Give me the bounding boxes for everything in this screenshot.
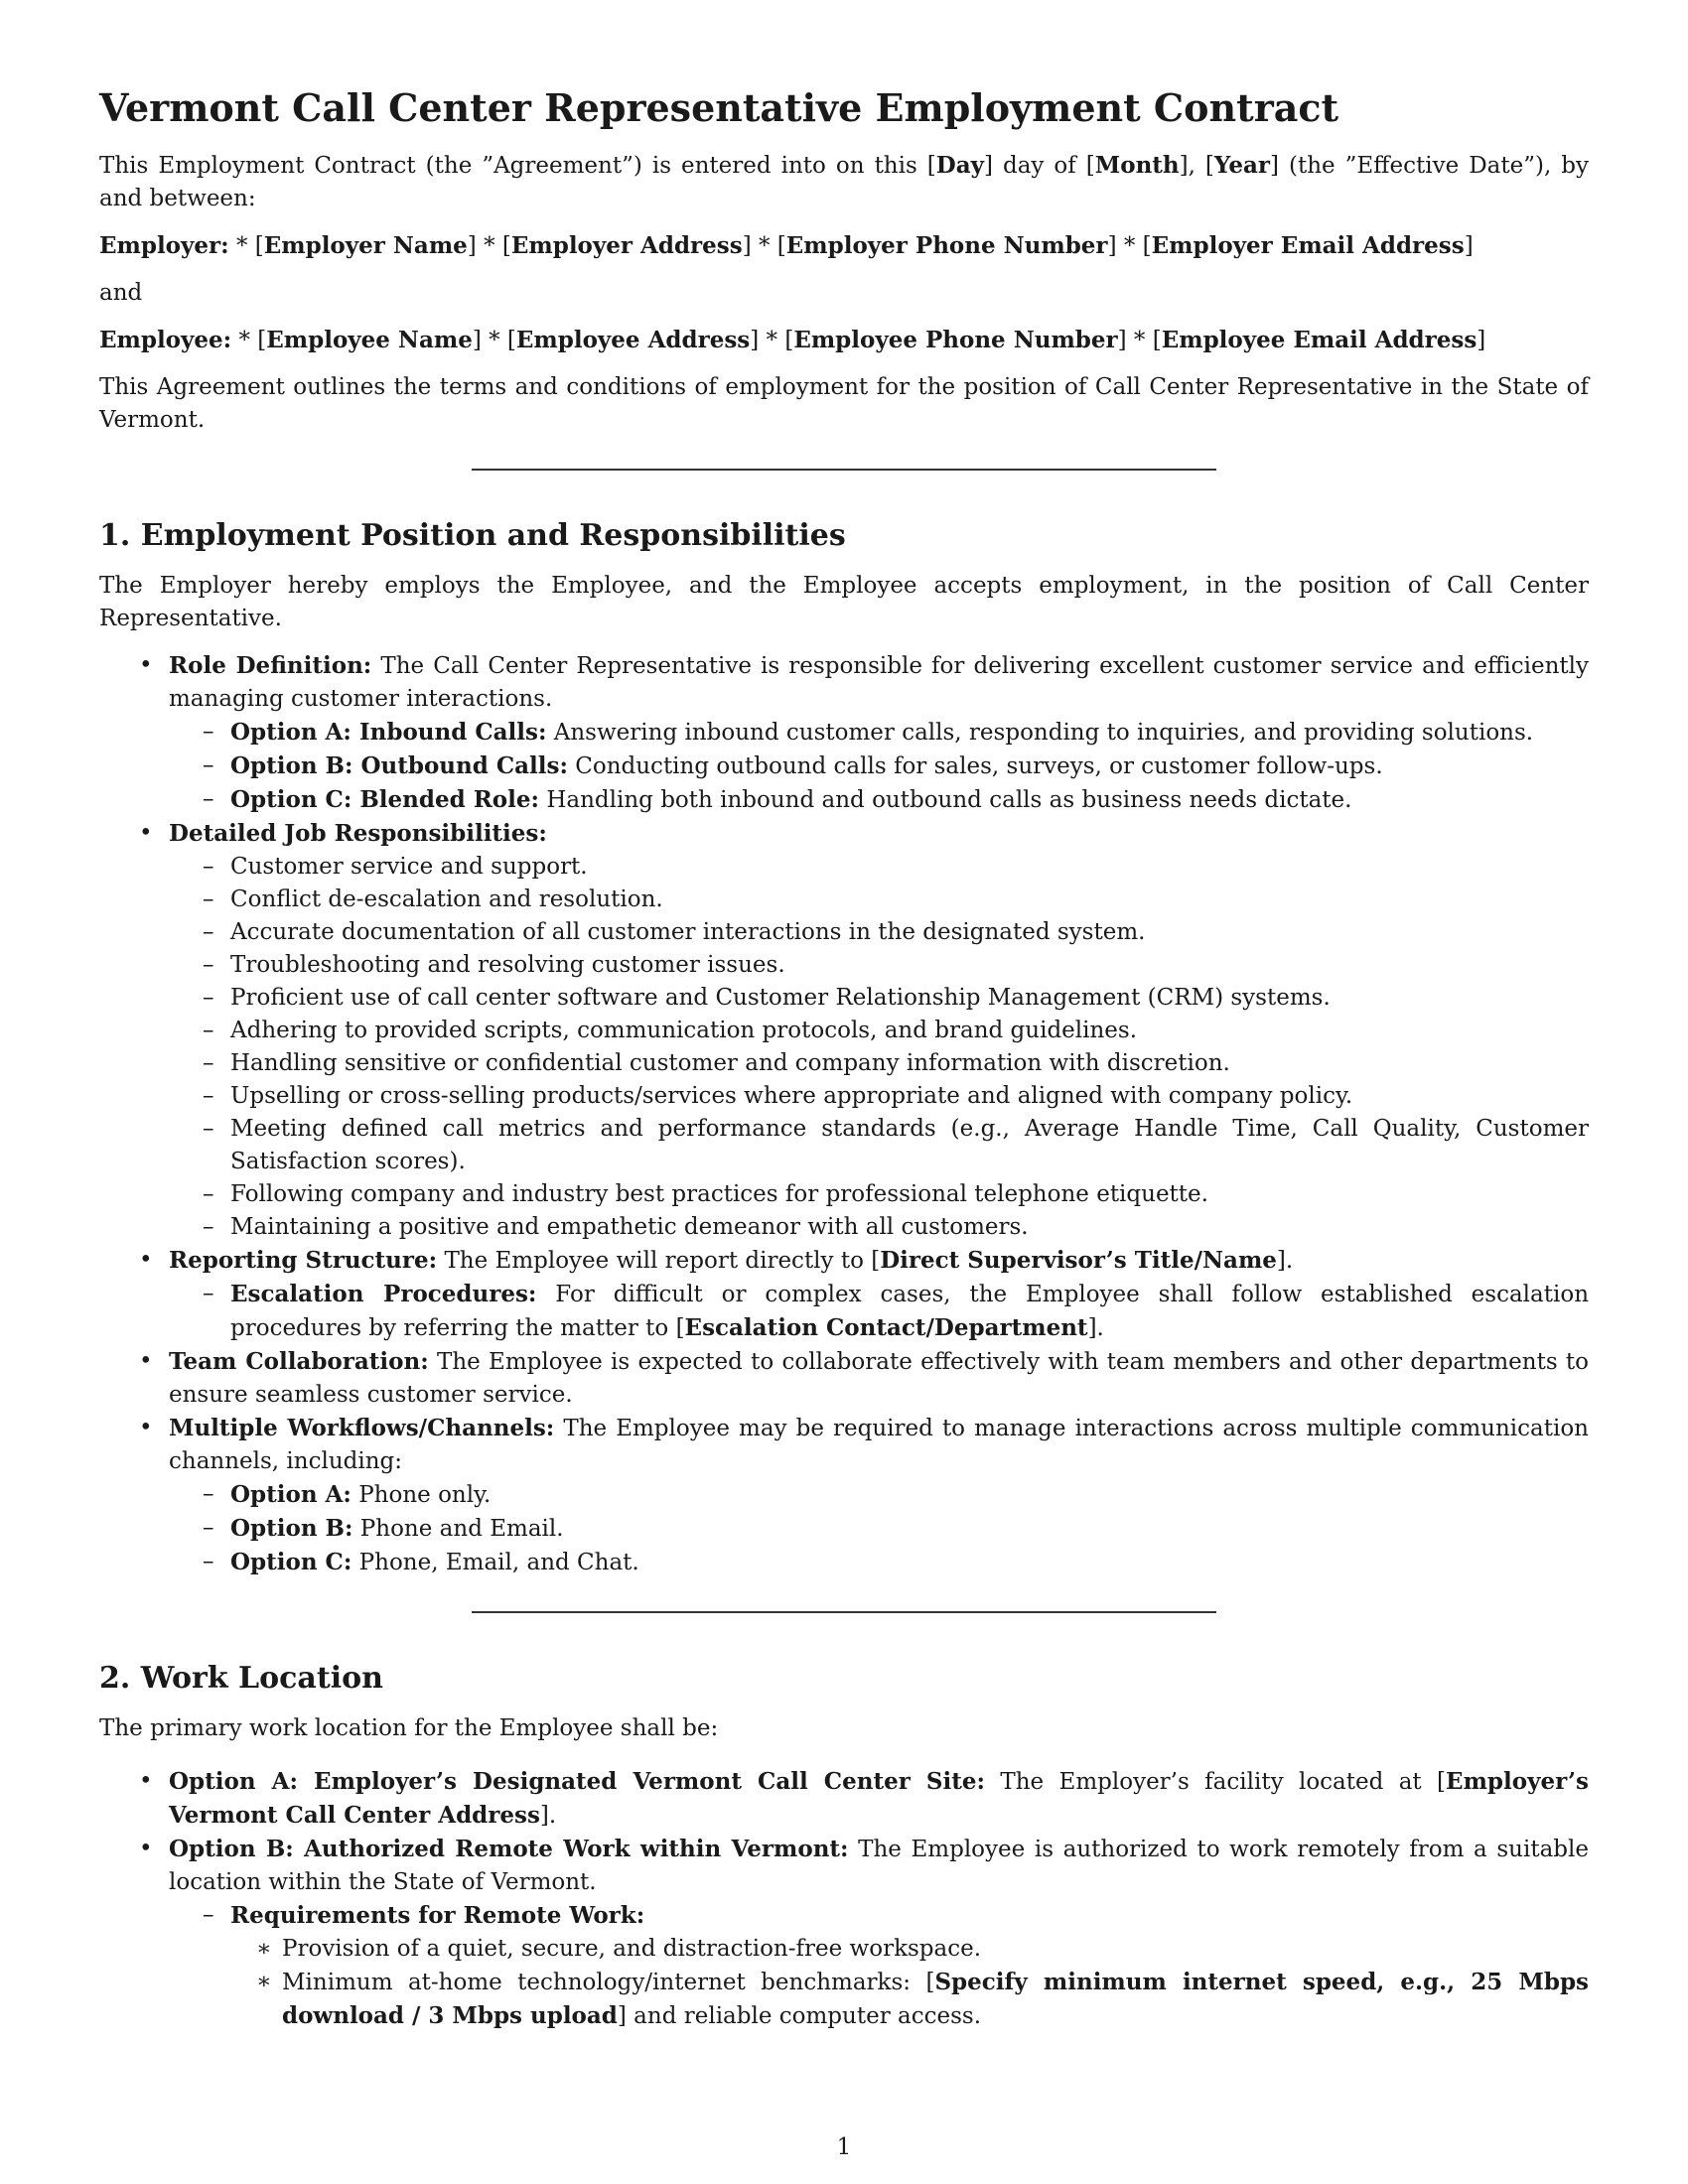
section-1-intro: The Employer hereby employs the Employee, and the Employee accepts employment, in the position of Call Center Representative. xyxy=(99,572,1589,631)
section-1-heading: 1. Employment Position and Responsibilities xyxy=(99,517,846,553)
section-divider xyxy=(472,1611,1216,1613)
list-item: – Upselling or cross-selling products/services where appropriate and aligned with company policy. xyxy=(230,1080,1589,1113)
list-item: – Option C: Phone, Email, and Chat. xyxy=(230,1546,1589,1579)
page-number: 1 xyxy=(836,2134,852,2160)
intro-paragraph: This Employment Contract (the ”Agreement”) is entered into on this [Day] day of [Month], [Year] (the ”Effective Date”), by and between: xyxy=(99,151,1589,211)
list-item: – Option A: Phone only. xyxy=(230,1478,1589,1512)
list-item-team-collaboration: • Team Collaboration: The Employee is expected to collaborate effectively with team members and other departments to ensure seamless customer service. xyxy=(169,1345,1589,1412)
and-text: and xyxy=(99,279,143,306)
list-item: – Proficient use of call center software and Customer Relationship Management (CRM) systems. xyxy=(230,982,1589,1015)
document-title: Vermont Call Center Representative Employment Contract xyxy=(99,85,1339,130)
list-item-option-a-site: • Option A: Employer’s Designated Vermont Call Center Site: The Employer’s facility located at [Employer’s Vermont Call Center Address]. xyxy=(169,1765,1589,1833)
list-item: – Adhering to provided scripts, communication protocols, and brand guidelines. xyxy=(230,1015,1589,1047)
list-item: – Option C: Blended Role: Handling both inbound and outbound calls as business needs dictate. xyxy=(230,783,1589,817)
list-item-escalation: – Escalation Procedures: For difficult or complex cases, the Employee shall follow established escalation procedures by referring the matter to [Escalation Contact/Department]. xyxy=(230,1278,1589,1345)
list-item: – Troubleshooting and resolving customer issues. xyxy=(230,949,1589,982)
list-item-job-responsibilities: • Detailed Job Responsibilities: – Customer service and support. – Conflict de-escalation and resolution. – Accurate documentation of all customer interactions in the designated system. – Troubleshooting and resolving customer issues. – Proficient use of call center software and Customer Relationship Management (CRM) systems. – Adhering to provided scripts, communication protocols, and brand guidelines. – Handling sensitive or confidential customer and company information with discretion. – Upselling or cross-selling products/services where appropriate and aligned with company policy. – Meeting defined call metrics and performance standards (e.g., Average Handle Time, Call Quality, Customer Satisfaction scores). – Following company and industry best practices for professional telephone etiquette. – Maintaining a positive and empathetic demeanor with all customers. xyxy=(169,817,1589,1244)
section-2-intro: The primary work location for the Employee shall be: xyxy=(99,1714,719,1741)
list-item-channels: • Multiple Workflows/Channels: The Employee may be required to manage interactions across multiple communication channels, including: – Option A: Phone only. – Option B: Phone and Email. – Option C: Phone, Email, and Chat. xyxy=(169,1412,1589,1579)
section-2-list xyxy=(99,1765,1589,2033)
list-item-remote-requirements: – Requirements for Remote Work: ∗ Provision of a quiet, secure, and distraction-free workspace. ∗ Minimum at-home technology/internet benchmarks: [Specify minimum internet speed, e.g., 25 Mbps download / 3 Mbps upload] and reliable computer access. xyxy=(230,1899,1589,2033)
list-item: – Meeting defined call metrics and performance standards (e.g., Average Handle Time, Call Quality, Customer Satisfaction scores). xyxy=(230,1113,1589,1178)
list-item: – Option A: Inbound Calls: Answering inbound customer calls, responding to inquiries, and providing solutions. xyxy=(230,716,1589,750)
section-2-heading: 2. Work Location xyxy=(99,1660,383,1696)
list-item: – Accurate documentation of all customer interactions in the designated system. xyxy=(230,916,1589,949)
list-item: ∗ Provision of a quiet, secure, and distraction-free workspace. xyxy=(282,1933,1589,1966)
section-divider xyxy=(472,469,1216,471)
employee-line: Employee: * [Employee Name] * [Employee Address] * [Employee Phone Number] * [Employee Email Address] xyxy=(99,326,1486,353)
list-item-role-definition: • Role Definition: The Call Center Representative is responsible for delivering excellent customer service and efficiently managing customer interactions. – Option A: Inbound Calls: Answering inbound customer calls, responding to inquiries, and providing solutions. – Option B: Outbound Calls: Conducting outbound calls for sales, surveys, or customer follow-ups. – Option C: Blended Role: Handling both inbound and outbound calls as business needs dictate. xyxy=(169,649,1589,817)
list-item: – Customer service and support. xyxy=(230,851,1589,884)
list-item: – Following company and industry best practices for professional telephone etiquette. xyxy=(230,1178,1589,1211)
list-item: – Option B: Phone and Email. xyxy=(230,1512,1589,1546)
list-item-option-b-remote: • Option B: Authorized Remote Work within Vermont: The Employee is authorized to work remotely from a suitable location within the State of Vermont. – Requirements for Remote Work: ∗ Provision of a quiet, secure, and distraction-free workspace. ∗ Minimum at-home technology/internet benchmarks: [Specify minimum internet speed, e.g., 25 Mbps download / 3 Mbps upload] and reliable computer access. xyxy=(169,1833,1589,2033)
list-item: – Maintaining a positive and empathetic demeanor with all customers. xyxy=(230,1211,1589,1244)
employer-line: Employer: * [Employer Name] * [Employer Address] * [Employer Phone Number] * [Employer Email Address] xyxy=(99,231,1474,259)
list-item: ∗ Minimum at-home technology/internet benchmarks: [Specify minimum internet speed, e.g., 25 Mbps download / 3 Mbps upload] and reliable computer access. xyxy=(282,1966,1589,2033)
outline-paragraph: This Agreement outlines the terms and conditions of employment for the position of Call Center Representative in the State of Vermont. xyxy=(99,373,1589,433)
list-item: – Conflict de-escalation and resolution. xyxy=(230,884,1589,916)
list-item-reporting-structure: • Reporting Structure: The Employee will report directly to [Direct Supervisor’s Title/Name]. – Escalation Procedures: For difficult or complex cases, the Employee shall follow established escalation procedures by referring the matter to [Escalation Contact/Department]. xyxy=(169,1244,1589,1345)
list-item: – Option B: Outbound Calls: Conducting outbound calls for sales, surveys, or customer follow-ups. xyxy=(230,750,1589,783)
list-item: – Handling sensitive or confidential customer and company information with discretion. xyxy=(230,1047,1589,1080)
section-1-list xyxy=(99,649,1589,1579)
document-page xyxy=(99,85,1589,2033)
